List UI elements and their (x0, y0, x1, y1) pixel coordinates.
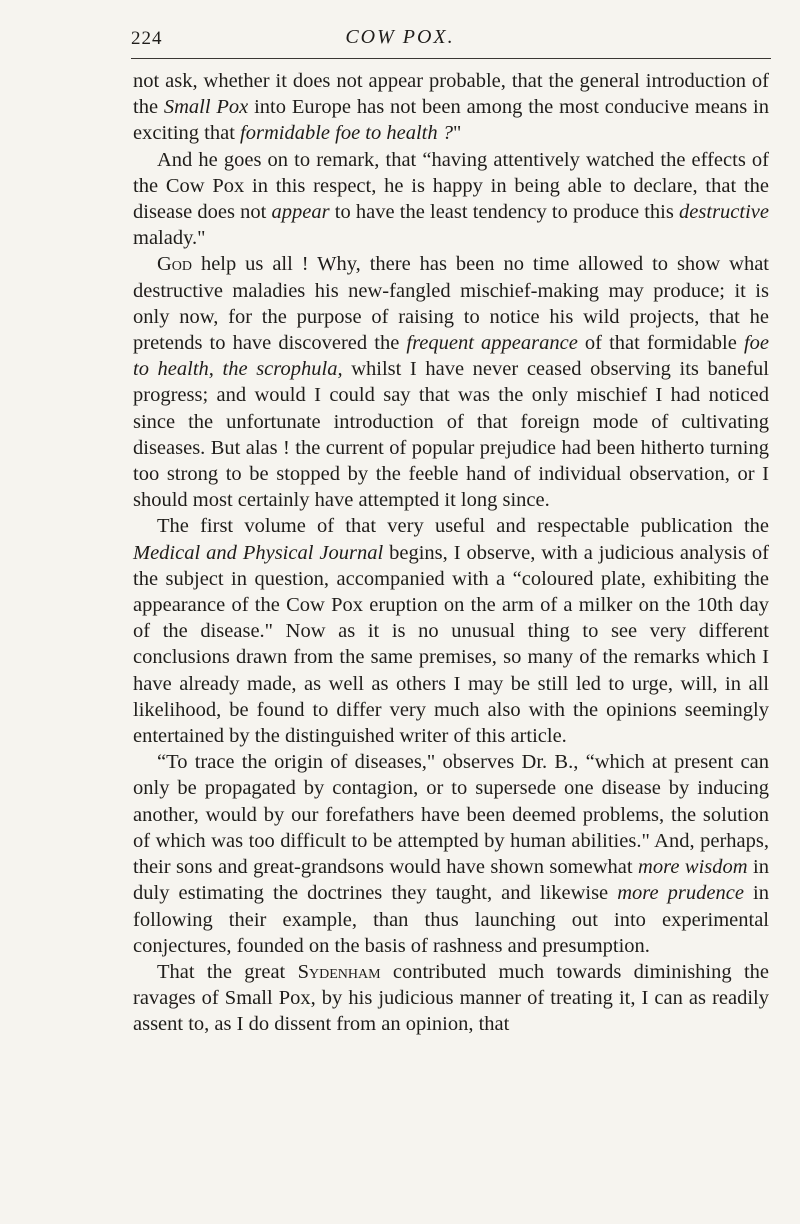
small-caps-text: Sydenham (297, 960, 381, 983)
paragraph-4 (133, 513, 769, 749)
text-run: “To trace the origin of diseases," observes Dr. B., “which at present can only be propagated by contagion, or to supersede one disease by inducing another, would by our forefathers have been deemed problems, the solution of which was too difficult to be attempted by human abilities." And, perhaps, their sons and great-grandsons would have shown somewhat (133, 751, 769, 879)
text-run: malady." (133, 227, 206, 250)
italic-text: destructive (679, 201, 769, 224)
page-number: 224 (131, 28, 163, 49)
body-text (133, 68, 769, 1038)
paragraph-1 (133, 68, 769, 147)
running-head: COW POX. (345, 26, 455, 48)
italic-text: more prudence (617, 882, 744, 905)
page-header (0, 24, 800, 54)
italic-text: more wisdom (638, 856, 748, 879)
text-run: begins, I observe, with a judicious analysis of the subject in question, accompanied with a “coloured plate, exhibiting the appearance of the Cow Pox eruption on the arm of a milker on the 10th day of the disease." Now as it is no unusual thing to see very different conclusions drawn from the same premises, so many of the remarks which I have already made, as well as others I may be still led to urge, will, in all likelihood, be found to differ very much also with the opinions seemingly entertained by the distinguished writer of this article. (133, 541, 769, 748)
italic-text: appear (271, 201, 330, 224)
italic-text: formidable foe to health ? (240, 122, 453, 145)
text-run: in duly estimating the doctrines they taught, and likewise (133, 856, 769, 905)
text-run: in following their example, than thus launching out into experimental conjectures, founded on the basis of rashness and presumption. (133, 882, 769, 957)
text-run: contributed much towards diminishing the ravages of Small Pox, by his judicious manner of treating it, I can as readily assent to, as I do dissent from an opinion, that (133, 960, 769, 1036)
text-run: The first volume of that very useful and respectable publication the (157, 515, 769, 538)
text-run: whilst I have never ceased observing its baneful progress; and would I could say that was the only mischief I had noticed since the unfortunate introduction of that foreign mode of cultivating diseases. But alas ! the current of popular prejudice had been hitherto turning too strong to be stopped by the feeble hand of individual observation, or I should most certainly have attempted it long since. (133, 358, 769, 512)
small-caps-text: God (157, 253, 193, 276)
text-run: into Europe has not been among the most conducive means in exciting that (133, 96, 769, 145)
header-rule (131, 58, 771, 59)
text-run: " (452, 122, 462, 145)
text-run: of that formidable (577, 332, 744, 355)
italic-text: frequent appearance (406, 332, 578, 355)
text-run: not ask, whether it does not appear probable, that the general introduction of the (133, 70, 769, 119)
text-run: to have the least tendency to produce this (329, 201, 680, 224)
paragraph-6 (133, 959, 769, 1038)
paragraph-5 (133, 749, 769, 959)
text-run: And he goes on to remark, that “having attentively watched the effects of the Cow Pox in this respect, he is happy in being able to declare, that the disease does not (133, 148, 769, 224)
paragraph-3 (133, 251, 769, 513)
italic-text: Medical and Physical Journal (133, 541, 384, 564)
text-run: help us all ! Why, there has been no time allowed to show what destructive maladies his new-fangled mischief-making may produce; it is only now, for the purpose of raising to notice his wild projects, that he pretends to have discovered the (133, 253, 769, 355)
paragraph-2 (133, 147, 769, 252)
text-run: That the great (157, 960, 298, 983)
italic-text: foe to health, the scrophula, (133, 332, 769, 381)
italic-text: Small Pox (163, 96, 249, 119)
